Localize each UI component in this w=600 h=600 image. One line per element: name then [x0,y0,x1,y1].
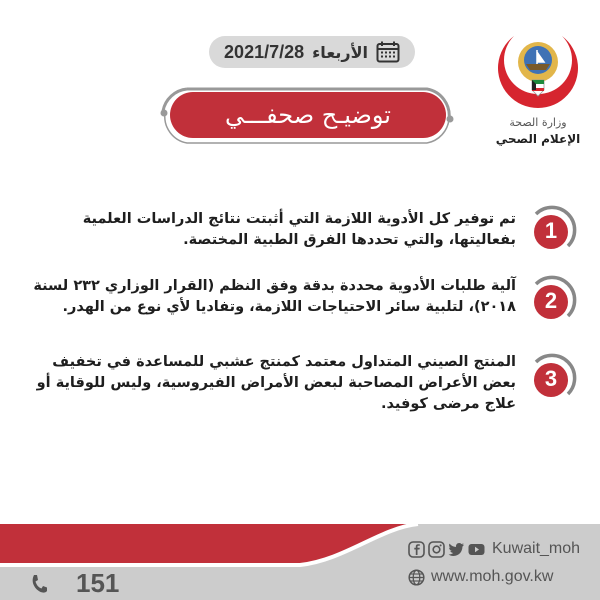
youtube-icon[interactable] [468,541,485,558]
number-badge: 1 [524,204,578,258]
calendar-icon [376,41,400,63]
ministry-logo [488,28,588,148]
website-url[interactable]: www.moh.gov.kw [431,568,554,585]
website-link[interactable] [408,568,553,586]
ministry-name: وزارة الصحة [509,116,567,129]
date-value: 2021/7/28 [224,41,305,62]
list-item [18,204,578,258]
date-pill [209,36,415,68]
phone-icon [30,574,48,594]
facebook-icon[interactable] [408,541,425,558]
item-text: المنتج الصيني المتداول معتمد كمنتج عشبي للمساعدة في تخفيف بعض الأعراض المصاحبة لبعض الأمراض الفيروسية، وليس للوقاية أو علاج مرضى كوفيد. [36,354,516,412]
social-links [408,540,580,558]
item-text: آلية طلبات الأدوية محددة بدقة وفق النظم (القرار الوزاري ٢٣٢ لسنة ٢٠١٨)، لتلبية سائر الاحتياجات اللازمة، وتفاديا لأي نوع من الهدر. [33,278,516,315]
list-item [18,352,578,415]
department-name: الإعلام الصحي [495,132,581,146]
kuwait-emblem-icon [496,28,580,112]
instagram-icon[interactable] [428,541,445,558]
hotline [30,568,119,599]
number-badge: 3 [524,352,578,406]
globe-icon [408,569,425,586]
hotline-number: 151 [76,568,120,598]
page-title: توضيـح صحفـــي [225,101,391,129]
number-badge: 2 [524,274,578,328]
social-handle[interactable]: Kuwait_moh [492,540,581,557]
date-day: الأربعاء [312,42,368,62]
list-item [18,274,578,328]
item-text: تم توفير كل الأدوية اللازمة التي أثبتت نتائج الدراسات العلمية بفعاليتها، والتي تحددها الفرق الطبية المختصة. [82,211,516,248]
title-banner [170,92,446,138]
twitter-icon[interactable] [448,541,465,558]
